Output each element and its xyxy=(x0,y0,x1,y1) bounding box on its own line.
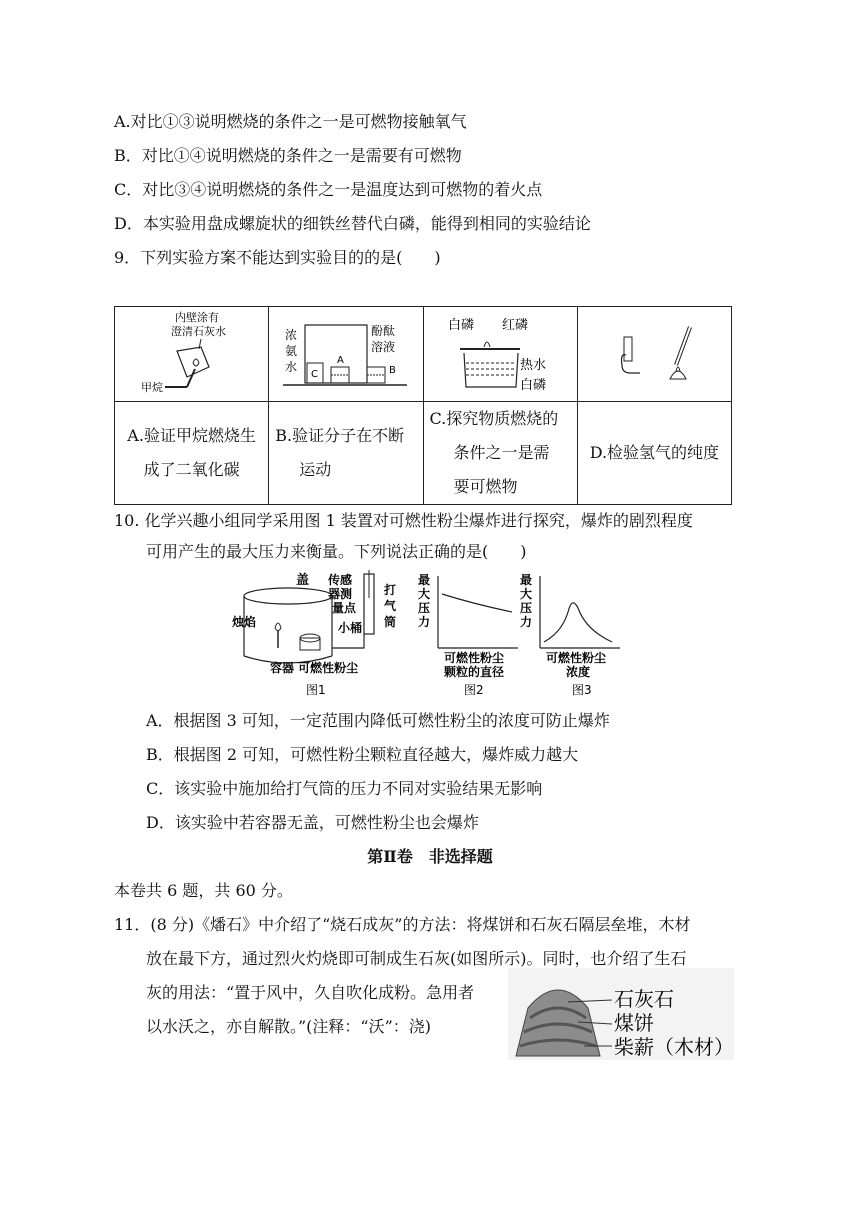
q9-cell-d xyxy=(577,402,731,505)
fig-b-left3: 水 xyxy=(285,360,298,374)
q10-stem-line1: 10. 化学兴趣小组同学采用图 1 装置对可燃性粉尘爆炸进行探究，爆炸的剧烈程度 xyxy=(114,511,693,530)
fig1-lid-label: 盖 xyxy=(296,573,310,588)
q11-line3: 灰的用法：“置于风中，久自吹化成粉。急用者 xyxy=(146,983,475,1002)
fig3-ylabel-1: 最 xyxy=(520,573,533,587)
phosphorus-combustion-figure xyxy=(424,307,576,397)
fig3-ylabel-2: 大 xyxy=(520,587,533,601)
fig2-xlabel-1: 可燃性粉尘 xyxy=(444,651,505,665)
fig-c-label4: 白磷 xyxy=(519,378,546,393)
kiln-label-limestone: 石灰石 xyxy=(614,987,674,1011)
q9-cell-c-line3: 要可燃物 xyxy=(453,477,518,496)
q9-fig-b-cell xyxy=(269,307,423,402)
q10-option-b: B．根据图 2 可知，可燃性粉尘颗粒直径越大，爆炸威力越大 xyxy=(146,745,579,764)
fig-b-label-a: A xyxy=(337,355,345,366)
fig2-xlabel-2: 颗粒的直径 xyxy=(444,665,505,679)
q11-line1: 11．(8 分)《燔石》中介绍了“烧石成灰”的方法：将煤饼和石灰石隔层垒堆，木材 xyxy=(114,915,691,934)
fig2-ylabel-2: 大 xyxy=(418,587,431,601)
q10-stem-line2: 可用产生的最大压力来衡量。下列说法正确的是( ) xyxy=(146,542,527,561)
q9-cell-b-line2: 运动 xyxy=(299,460,332,479)
q9-cell-a-line2: 成了二氧化碳 xyxy=(143,460,240,479)
fig-c-label2: 红磷 xyxy=(501,318,528,333)
lime-kiln-figure xyxy=(508,968,734,1060)
fig-a-label2: 澄清石灰水 xyxy=(171,325,226,338)
q8-option-d: D．本实验用盘成螺旋状的细铁丝替代白磷，能得到相同的实验结论 xyxy=(114,214,591,233)
q10-option-c: C．该实验中施加给打气筒的压力不同对实验结果无影响 xyxy=(146,779,543,798)
fig3-ylabel-3: 压 xyxy=(520,601,533,615)
fig-c-label3: 热水 xyxy=(519,358,546,373)
fig-b-left2: 氨 xyxy=(285,344,298,358)
fig1-caption: 图1 xyxy=(306,683,326,697)
q9-cell-c-line1: C.探究物质燃烧的 xyxy=(429,409,559,428)
q9-cell-c-line2: 条件之一是需 xyxy=(453,443,550,462)
fig3-caption: 图3 xyxy=(572,683,592,697)
fig1-pump-line1: 打 xyxy=(384,583,397,597)
fig2-ylabel-4: 力 xyxy=(418,615,431,629)
fig-b-box-c: C xyxy=(311,369,319,380)
q9-fig-c-cell xyxy=(423,307,577,402)
fig1-bottom-label: 容器 可燃性粉尘 xyxy=(270,661,359,675)
fig-a-label1: 内壁涂有 xyxy=(175,311,219,324)
fig1-sensor-line1: 传感 xyxy=(328,573,353,587)
dust-explosion-apparatus-figure xyxy=(228,568,400,702)
q8-option-c: C．对比③④说明燃烧的条件之一是温度达到可燃物的着火点 xyxy=(114,180,543,199)
q11-line4: 以水沃之，亦自解散。”(注释：“沃”：浇) xyxy=(146,1017,432,1036)
q10-option-a: A．根据图 3 可知，一定范围内降低可燃性粉尘的浓度可防止爆炸 xyxy=(146,711,610,730)
q9-cell-a xyxy=(115,402,269,505)
fig1-pump-line2: 气 xyxy=(384,599,397,613)
fig-c-label1: 白磷 xyxy=(447,318,474,333)
fig1-sensor-line3: 量点 xyxy=(332,601,357,615)
fig-a-label3: 甲烷 xyxy=(141,381,163,394)
fig3-ylabel-4: 力 xyxy=(520,615,533,629)
q9-stem: 9．下列实验方案不能达到实验目的的是( ) xyxy=(114,248,441,267)
fig1-flame-label: 烛焰 xyxy=(232,615,257,629)
q9-cell-c xyxy=(423,402,577,505)
q9-fig-a-cell xyxy=(115,307,269,402)
q8-option-a: A.对比①③说明燃烧的条件之一是可燃物接触氧气 xyxy=(114,112,467,131)
fig3-xlabel-2: 浓度 xyxy=(566,665,591,679)
methane-experiment-figure xyxy=(115,307,267,397)
hydrogen-purity-test-figure xyxy=(578,307,730,397)
kiln-label-firewood: 柴薪（木材） xyxy=(614,1035,734,1059)
section-intro: 本卷共 6 题，共 60 分。 xyxy=(114,881,293,900)
ammonia-diffusion-figure xyxy=(269,307,421,397)
q8-option-b: B．对比①④说明燃烧的条件之一是需要有可燃物 xyxy=(114,146,462,165)
fig-b-label-b: B xyxy=(389,365,397,376)
fig3-xlabel-1: 可燃性粉尘 xyxy=(546,651,607,665)
fig2-ylabel-1: 最 xyxy=(418,573,431,587)
fig-b-right1: 酚酞 xyxy=(371,324,396,338)
fig1-bucket-label: 小桶 xyxy=(338,621,363,635)
fig1-sensor-line2: 器测 xyxy=(328,587,353,601)
figure3-pressure-vs-concentration xyxy=(516,568,624,702)
fig2-ylabel-3: 压 xyxy=(418,601,431,615)
q9-cell-b xyxy=(269,402,423,505)
q9-table xyxy=(114,306,732,505)
section-title: 第Ⅱ卷 非选择题 xyxy=(367,847,493,866)
fig-b-right2: 溶液 xyxy=(371,340,396,354)
q11-line2: 放在最下方，通过烈火灼烧即可制成生石灰(如图所示)。同时，也介绍了生石 xyxy=(146,949,687,968)
fig2-caption: 图2 xyxy=(464,683,484,697)
q9-cell-a-line1: A.验证甲烷燃烧生 xyxy=(127,426,256,445)
kiln-label-coal: 煤饼 xyxy=(614,1011,654,1035)
fig-b-left1: 浓 xyxy=(285,328,298,342)
fig1-pump-line3: 筒 xyxy=(384,615,397,629)
q9-cell-d-line1: D.检验氢气的纯度 xyxy=(589,443,720,462)
q10-option-d: D．该实验中若容器无盖，可燃性粉尘也会爆炸 xyxy=(146,813,479,832)
figure2-pressure-vs-diameter xyxy=(414,568,522,702)
q9-fig-d-cell xyxy=(577,307,731,402)
q9-cell-b-line1: B.验证分子在不断 xyxy=(275,426,405,445)
